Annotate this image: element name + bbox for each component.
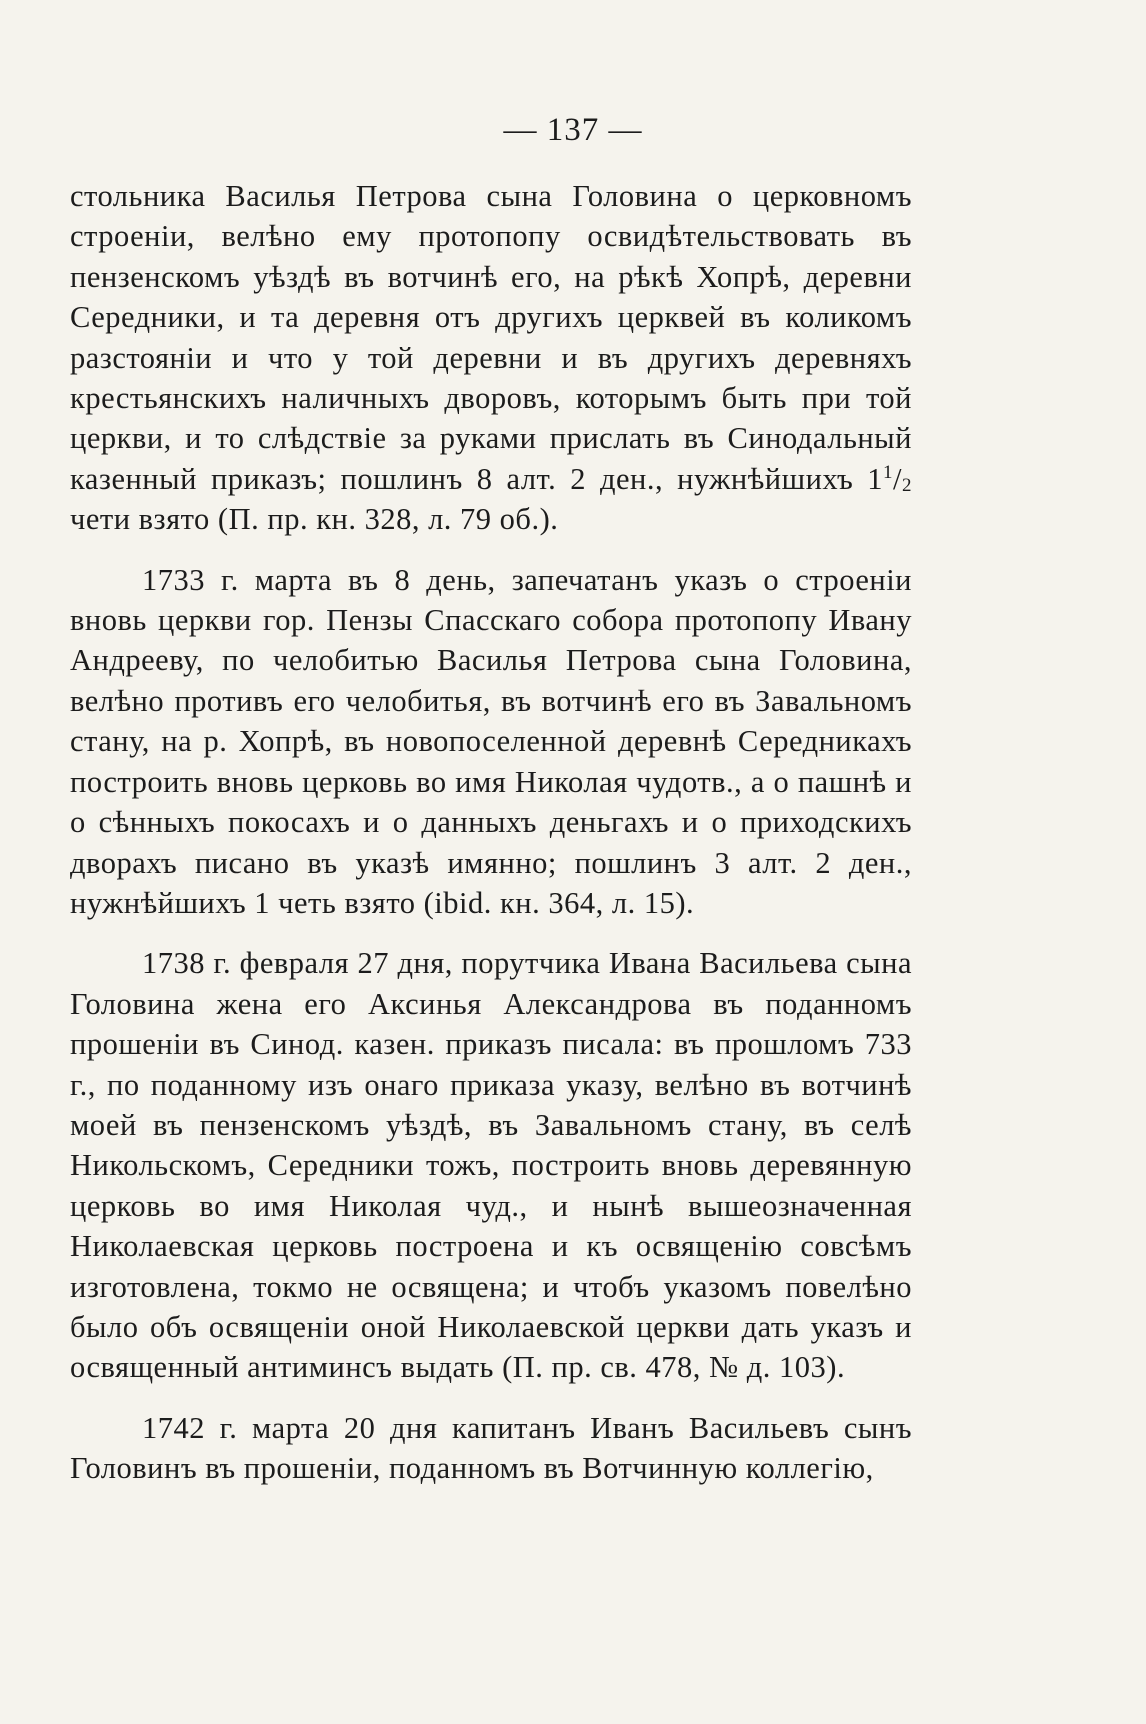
paragraph-continuation [70,176,912,540]
fraction-slash: / [893,461,902,496]
paragraph-1738: 1738 г. февраля 27 дня, порутчика Ивана Васильева сына Головина жена его Аксинья Александрова въ поданномъ прошеніи въ Синод. казен. приказъ писала: въ прошломъ 733 г., по поданному изъ онаго приказа указу, велѣно въ вотчинѣ моей въ пензенскомъ уѣздѣ, въ Завальномъ стану, въ селѣ Никольскомъ, Середники тожъ, построить вновь деревянную церковь во имя Николая чуд., и нынѣ вышеозначенная Николаевская церковь построена и къ освященію совсѣмъ изготовлена, токмо не освящена; и чтобъ указомъ повелѣно было объ освященіи оной Николаевской церкви дать указъ и освященный антиминсъ выдать (П. пр. св. 478, № д. 103). [70,946,912,1385]
fraction-numerator: 1 [883,461,894,483]
page-text [70,176,912,1509]
fraction-denominator: 2 [902,474,912,496]
paragraph-text: стольника Василья Петрова сына Головина о церковномъ строеніи, велѣно ему протопопу освидѣтельствовать въ пензенскомъ уѣздѣ въ вотчинѣ его, на рѣкѣ Хопрѣ, деревни Середники, и та деревня отъ другихъ церквей въ коликомъ разстояніи и что у той деревни и въ другихъ деревняхъ крестьянскихъ наличныхъ дворовъ, которымъ быть при той церкви, и то слѣдствіе за руками прислать въ Синодальный казенный приказъ; пошлинъ 8 алт. 2 ден., нужнѣйшихъ 1 [70,179,912,496]
paragraph-1733: 1733 г. марта въ 8 день, запечатанъ указъ о строеніи вновь церкви гор. Пензы Спасскаго собора протопопу Ивану Андрееву, по челобитью Василья Петрова сына Головина, велѣно противъ его челобитья, въ вотчинѣ его въ Завальномъ стану, на р. Хопрѣ, въ новопоселенной деревнѣ Середникахъ построить вновь церковь во имя Николая чудотв., а о пашнѣ и о сѣнныхъ покосахъ и о данныхъ деньгахъ и о приходскихъ дворахъ писано въ указѣ имянно; пошлинъ 3 алт. 2 ден., нужнѣйшихъ 1 четь взято (ibid. кн. 364, л. 15). [70,562,912,920]
page-number: — 137 — [503,112,643,148]
paragraph-1742: 1742 г. марта 20 дня капитанъ Иванъ Васильевъ сынъ Головинъ въ прошеніи, поданномъ въ Вотчинную коллегію, [70,1410,912,1486]
paragraph-text: чети взято (П. пр. кн. 328, л. 79 об.). [70,502,559,537]
